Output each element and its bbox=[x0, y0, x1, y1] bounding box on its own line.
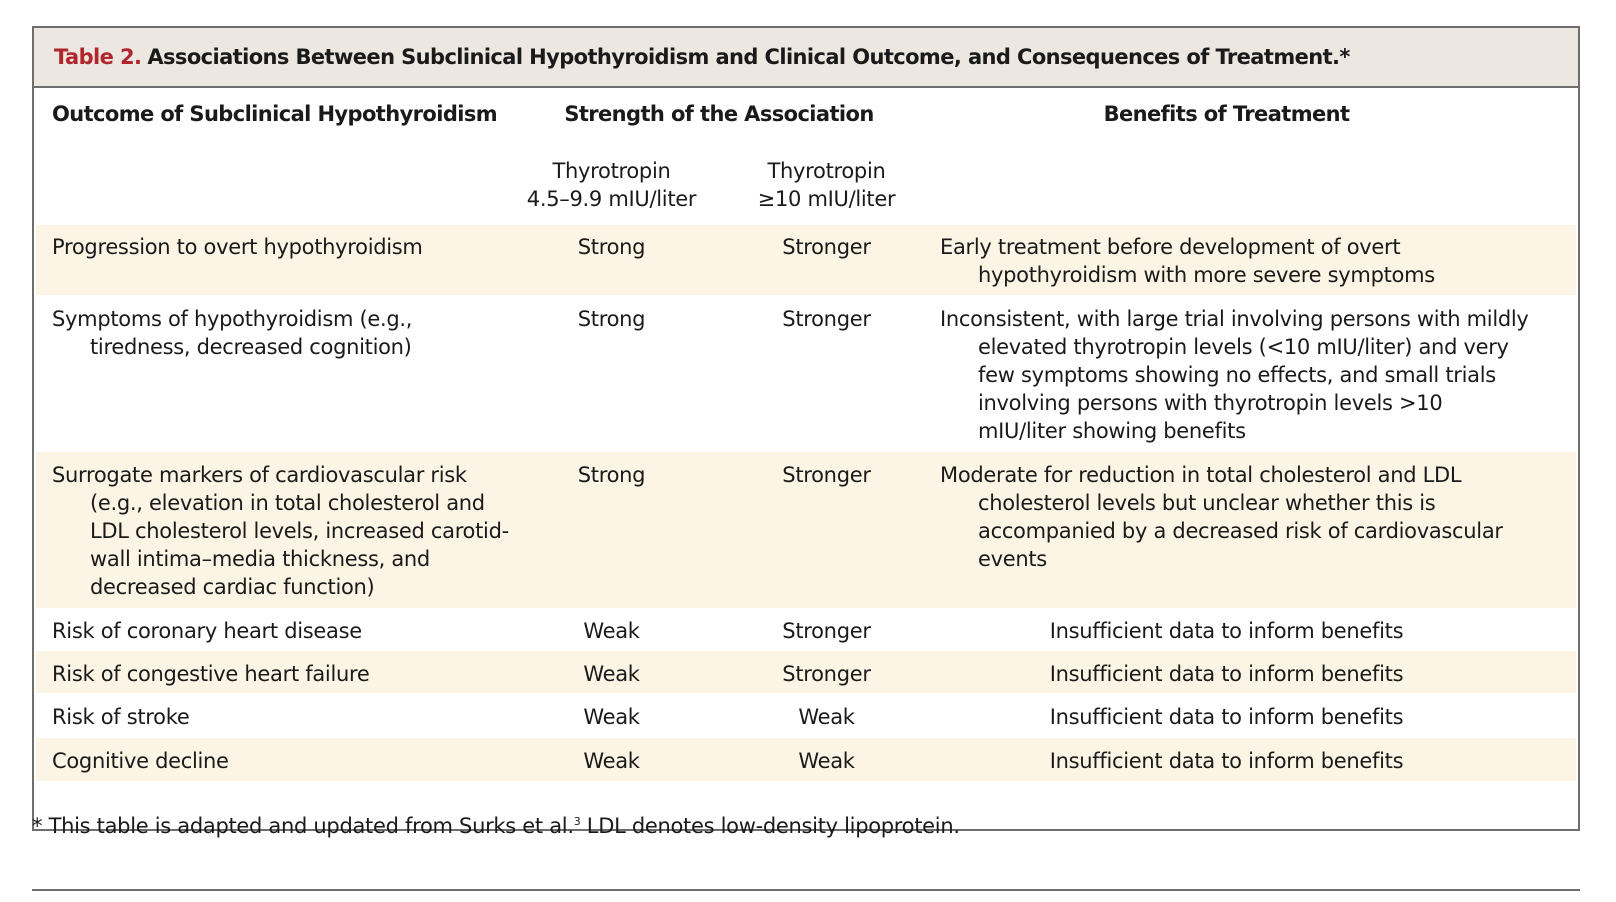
table-row-5-high-tsh: Stronger bbox=[782, 662, 871, 686]
table-row-2-outcome: Symptoms of hypothyroidism (e.g., tiredness, decreased cognition) bbox=[52, 307, 413, 359]
footnote-text-before: * This table is adapted and updated from Surks et al. bbox=[32, 814, 574, 838]
table-row-7-high-tsh: Weak bbox=[798, 749, 855, 773]
footnote-text-after: LDL denotes low-density lipoprotein. bbox=[580, 814, 960, 838]
table-footnote bbox=[32, 808, 960, 840]
table-row-6-benefits: Insufficient data to inform benefits bbox=[1049, 705, 1404, 729]
subheader-low-tsh-line1: Thyrotropin bbox=[552, 159, 671, 183]
table-row-5-benefits: Insufficient data to inform benefits bbox=[1049, 662, 1404, 686]
bottom-rule bbox=[32, 889, 1580, 891]
table-row-6-outcome: Risk of stroke bbox=[52, 705, 190, 729]
table-row-1-outcome: Progression to overt hypothyroidism bbox=[52, 235, 423, 259]
table-label: Table 2. bbox=[54, 45, 142, 69]
table-row-4-low-tsh: Weak bbox=[583, 619, 640, 643]
header-benefits: Benefits of Treatment bbox=[1103, 102, 1350, 126]
subheader-high-tsh bbox=[719, 157, 934, 213]
table-title-bar bbox=[34, 28, 1578, 88]
subheader-low-tsh bbox=[504, 157, 719, 213]
table-row-6-low-tsh: Weak bbox=[583, 705, 640, 729]
table-row-1-benefits: Early treatment before development of overt hypothyroidism with more severe symptoms bbox=[940, 235, 1435, 287]
table-row-3-low-tsh: Strong bbox=[577, 463, 646, 487]
table-row-7-low-tsh: Weak bbox=[583, 749, 640, 773]
table-frame bbox=[32, 26, 1580, 831]
table-row-4-outcome: Risk of coronary heart disease bbox=[52, 619, 362, 643]
table-row-4-high-tsh: Stronger bbox=[782, 619, 871, 643]
subheader-low-tsh-line2: 4.5–9.9 mIU/liter bbox=[526, 187, 697, 211]
table-row-7-outcome: Cognitive decline bbox=[52, 749, 229, 773]
table-row-3-benefits: Moderate for reduction in total cholesterol and LDL cholesterol levels but unclear whether this is accompanied by a decreased risk of cardiovascular events bbox=[940, 463, 1503, 571]
header-outcome: Outcome of Subclinical Hypothyroidism bbox=[52, 102, 498, 126]
table-row-6-high-tsh: Weak bbox=[798, 705, 855, 729]
table-row-2-low-tsh: Strong bbox=[577, 307, 646, 331]
subheader-high-tsh-line1: Thyrotropin bbox=[767, 159, 886, 183]
table-row-1-low-tsh: Strong bbox=[577, 235, 646, 259]
table-title: Associations Between Subclinical Hypothyroidism and Clinical Outcome, and Consequences of Treatment.* bbox=[147, 45, 1350, 69]
subheader-high-tsh-line2: ≥10 mIU/liter bbox=[757, 187, 896, 211]
table-row-7-benefits: Insufficient data to inform benefits bbox=[1049, 749, 1404, 773]
table-row-4-benefits: Insufficient data to inform benefits bbox=[1049, 619, 1404, 643]
footnote-reference: 3 bbox=[573, 815, 581, 828]
header-strength: Strength of the Association bbox=[564, 102, 874, 126]
table-row-5-low-tsh: Weak bbox=[583, 662, 640, 686]
table-row-2-benefits: Inconsistent, with large trial involving persons with mildly elevated thyrotropin levels (<10 mIU/liter) and very few symptoms showing no effects, and small trials involving persons with thyrotropin levels >10 mIU/liter showing benefits bbox=[940, 307, 1529, 443]
table-row-3-outcome: Surrogate markers of cardiovascular risk (e.g., elevation in total cholesterol and LDL cholesterol levels, increased carotid-wall intima–media thickness, and decreased cardiac function) bbox=[52, 463, 509, 599]
table-row-5-outcome: Risk of congestive heart failure bbox=[52, 662, 370, 686]
table-row-3-high-tsh: Stronger bbox=[782, 463, 871, 487]
table-row-1-high-tsh: Stronger bbox=[782, 235, 871, 259]
table-row-2-high-tsh: Stronger bbox=[782, 307, 871, 331]
